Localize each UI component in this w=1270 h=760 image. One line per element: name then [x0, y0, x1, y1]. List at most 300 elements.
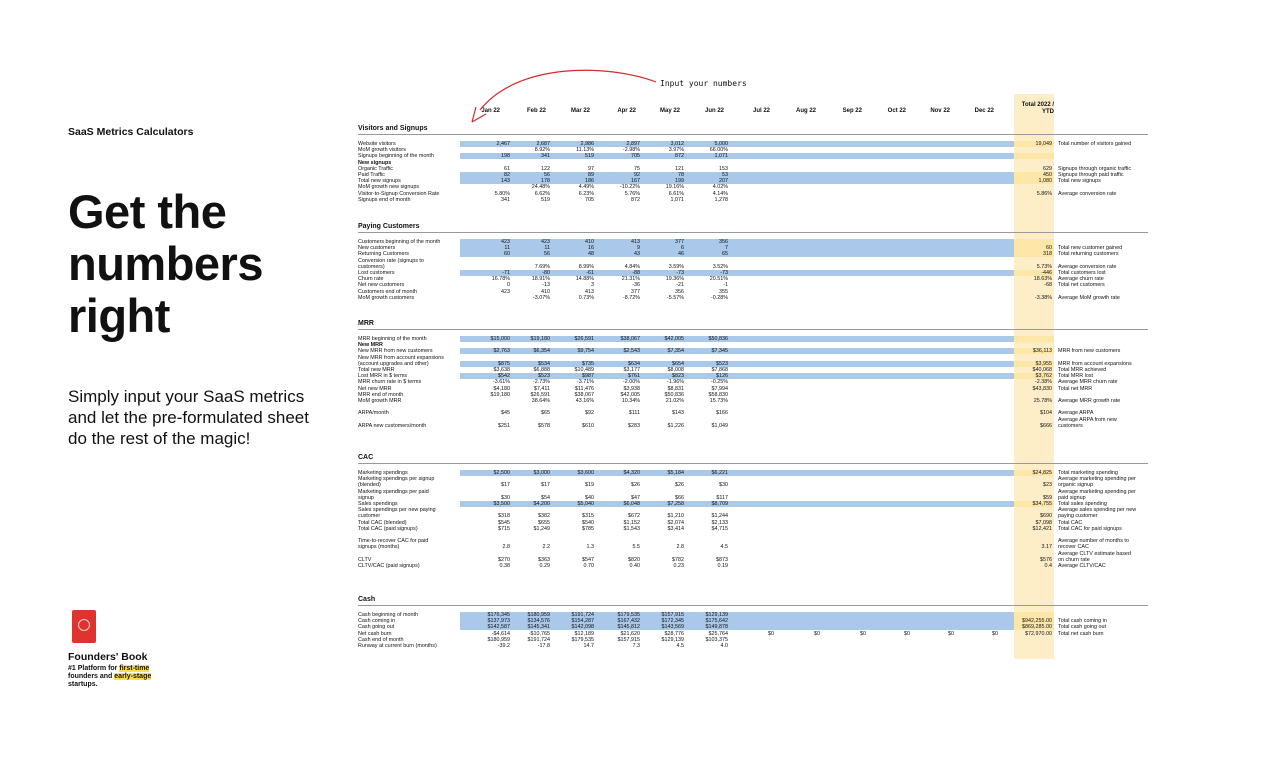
table-cell: $166: [716, 410, 728, 417]
table-cell: $11,476: [574, 385, 594, 392]
table-row: [358, 172, 1148, 178]
row-label: CLTV/CAC (paid signups): [358, 563, 420, 569]
total-cell: $36,113: [1032, 348, 1052, 355]
table-cell[interactable]: $6,354: [533, 348, 550, 355]
table-cell[interactable]: $157,915: [661, 612, 684, 618]
table-cell[interactable]: $175,642: [705, 618, 728, 625]
row-note: Average ARPA from new: [1058, 416, 1117, 423]
table-row: [358, 618, 1148, 624]
table-cell[interactable]: $38,067: [620, 336, 640, 342]
table-cell[interactable]: 199: [675, 178, 684, 185]
table-cell: 61: [504, 165, 510, 172]
table-cell: 20.51%: [709, 276, 728, 283]
table-cell[interactable]: $761: [628, 373, 640, 380]
table-cell: $820: [628, 556, 640, 563]
table-cell[interactable]: 6: [681, 245, 684, 252]
row-label: Total new MRR: [358, 367, 395, 373]
table-cell: 410: [541, 288, 550, 295]
row-label: Churn rate: [358, 276, 384, 283]
table-cell: 43.16%: [575, 398, 594, 404]
table-cell[interactable]: $534: [538, 360, 550, 367]
table-cell: 4.5: [676, 643, 684, 649]
month-header: Apr 22: [617, 108, 636, 114]
table-cell[interactable]: $180,959: [527, 612, 550, 618]
table-cell: $540: [582, 519, 594, 526]
total-cell: 5.86%: [1036, 190, 1052, 197]
row-label: Signups beginning of the month: [358, 153, 434, 160]
tagline-highlight: first-time: [119, 665, 150, 672]
headline-line: Get the: [68, 185, 227, 238]
month-header: Jun 22: [704, 108, 724, 114]
table-row: [358, 239, 1148, 245]
table-cell[interactable]: 341: [541, 153, 550, 160]
table-row: [358, 392, 1148, 398]
table-cell[interactable]: 56: [544, 172, 550, 178]
table-cell: 11.13%: [576, 147, 594, 154]
table-cell[interactable]: $3,500: [493, 501, 510, 507]
table-cell[interactable]: 7: [725, 245, 728, 252]
row-note: Signups through paid traffic: [1058, 172, 1124, 178]
table-cell[interactable]: $823: [672, 373, 684, 380]
table-cell[interactable]: 48: [588, 251, 594, 258]
tagline-part: founders and: [68, 673, 115, 680]
row-note: Total net customers: [1058, 282, 1105, 289]
table-cell[interactable]: $42,005: [664, 336, 684, 342]
month-header: Jan 22: [481, 108, 500, 114]
total-cell: 25.78%: [1033, 398, 1052, 404]
table-cell: $382: [538, 513, 550, 520]
table-cell: -3.71%: [576, 379, 594, 386]
row-note: Average MRR churn rate: [1058, 379, 1118, 386]
table-cell: 6.61%: [668, 190, 684, 197]
table-cell: 8.92%: [534, 147, 550, 154]
table-cell: 7.69%: [534, 263, 550, 270]
table-cell[interactable]: 423: [501, 239, 510, 245]
headline-line: numbers: [68, 237, 263, 290]
row-label: Cash beginning of month: [358, 612, 418, 618]
table-cell[interactable]: 356: [719, 239, 728, 245]
table-cell: $7,411: [533, 385, 550, 392]
table-cell[interactable]: $2,500: [493, 470, 510, 476]
table-cell: 0: [507, 282, 510, 289]
table-cell: $6,888: [533, 367, 550, 373]
row-label: Marketing spendings per signup: [358, 476, 435, 483]
row-note: Total cash coming in: [1058, 618, 1107, 625]
row-label: MRR churn rate in $ terms: [358, 379, 422, 386]
total-cell: $59: [1043, 494, 1052, 501]
row-label: Conversion rate (signups to: [358, 257, 424, 264]
table-cell: $0: [904, 630, 910, 637]
row-label: Sales spendings per new paying: [358, 507, 436, 514]
founders-book-logo[interactable]: [68, 610, 178, 689]
table-cell: $19: [585, 482, 594, 489]
section-title: Paying Customers: [358, 223, 420, 230]
table-cell[interactable]: $5,040: [577, 501, 594, 507]
table-cell: 355: [719, 288, 728, 295]
total-cell: 5.73%: [1036, 263, 1052, 270]
table-cell: $315: [582, 513, 594, 520]
table-cell: $4,715: [711, 525, 728, 532]
table-cell: -8.72%: [622, 294, 640, 301]
table-cell: 5.80%: [494, 190, 510, 197]
table-cell: -2.73%: [532, 379, 550, 386]
table-cell[interactable]: 92: [634, 172, 640, 178]
table-cell: $30: [501, 494, 510, 501]
section-title: MRR: [358, 320, 374, 327]
table-cell[interactable]: 5,000: [714, 141, 728, 147]
total-cell: 18.63%: [1033, 276, 1052, 283]
table-cell[interactable]: 65: [722, 251, 728, 258]
table-cell[interactable]: $875: [498, 360, 510, 367]
table-cell: $42,005: [620, 391, 640, 398]
row-label: Total new signups: [358, 178, 401, 185]
table-cell[interactable]: $19,180: [530, 336, 550, 342]
table-cell[interactable]: 410: [585, 239, 594, 245]
total-cell: 60: [1046, 245, 1052, 252]
table-cell: $1,049: [711, 422, 728, 429]
table-cell[interactable]: 3,012: [670, 141, 684, 147]
table-row: [358, 342, 1148, 348]
table-cell[interactable]: 56: [544, 251, 550, 258]
table-cell[interactable]: -71: [502, 270, 510, 276]
row-label: ARPA new customers/month: [358, 422, 427, 429]
tagline-part: startups.: [68, 681, 98, 688]
row-label: ARPA/month: [358, 410, 389, 417]
table-row: [358, 557, 1148, 563]
row-note: Total net MRR: [1058, 385, 1093, 392]
table-cell[interactable]: $154,287: [571, 618, 594, 625]
metrics-spreadsheet: [358, 0, 1148, 760]
table-cell[interactable]: -80: [542, 270, 550, 276]
table-cell[interactable]: $523: [538, 373, 550, 380]
table-cell: $19,180: [490, 391, 510, 398]
table-cell[interactable]: $8,709: [711, 501, 728, 507]
table-cell: $3,177: [623, 367, 640, 373]
table-cell: -0.28%: [710, 294, 728, 301]
table-cell: $65: [541, 410, 550, 417]
table-cell[interactable]: 2,986: [580, 141, 594, 147]
table-cell: -$4,614: [491, 630, 510, 637]
table-cell: -10.22%: [619, 184, 640, 191]
table-cell: $58,830: [708, 391, 728, 398]
row-label: Net new customers: [358, 282, 405, 289]
table-cell[interactable]: $5,184: [667, 470, 684, 476]
table-row: [358, 544, 1148, 550]
row-label: signup: [358, 494, 374, 501]
table-cell[interactable]: 705: [631, 153, 640, 160]
table-cell[interactable]: $654: [672, 360, 684, 367]
table-cell: $8,008: [667, 367, 684, 373]
table-cell: 4.5: [720, 544, 728, 551]
table-cell[interactable]: 143: [501, 178, 510, 185]
table-cell: -1: [723, 282, 728, 289]
table-row: [358, 160, 1148, 166]
table-row: [358, 501, 1148, 507]
table-cell[interactable]: $7,345: [711, 348, 728, 355]
total-cell: -3.38%: [1034, 294, 1052, 301]
table-cell[interactable]: 60: [504, 251, 510, 258]
table-cell[interactable]: 11: [544, 245, 550, 252]
table-cell[interactable]: 167: [631, 178, 640, 185]
table-cell[interactable]: $7,354: [667, 348, 684, 355]
table-cell: $28,776: [664, 630, 684, 637]
table-cell[interactable]: -88: [632, 270, 640, 276]
table-cell: $785: [582, 525, 594, 532]
row-note: recover CAC: [1058, 544, 1089, 551]
row-label: Total CAC (blended): [358, 519, 407, 526]
table-cell: $143: [672, 410, 684, 417]
table-cell[interactable]: $137,973: [487, 618, 510, 625]
table-cell: $66: [675, 494, 684, 501]
table-row: [358, 482, 1148, 488]
table-cell: -0.25%: [710, 379, 728, 386]
table-cell[interactable]: 207: [719, 178, 728, 185]
table-row: [358, 637, 1148, 643]
total-cell: 450: [1043, 172, 1052, 178]
table-cell: 4.49%: [578, 184, 594, 191]
table-cell[interactable]: 519: [585, 153, 594, 160]
table-cell: $180,959: [487, 636, 510, 643]
row-label: Lost customers: [358, 270, 395, 276]
table-cell: 14.88%: [575, 276, 594, 283]
row-note: Average sales spending per new: [1058, 507, 1137, 514]
table-cell[interactable]: 16: [588, 245, 594, 252]
table-cell: 21.02%: [665, 398, 684, 404]
row-label: MRR beginning of the month: [358, 336, 427, 342]
table-cell: $251: [498, 422, 510, 429]
row-note: Total MRR achieved: [1058, 367, 1107, 373]
table-cell[interactable]: $735: [582, 360, 594, 367]
table-cell[interactable]: $4,320: [623, 470, 640, 476]
table-cell: 0.73%: [578, 294, 594, 301]
row-label: MoM growth customers: [358, 294, 415, 301]
table-cell[interactable]: 9: [637, 245, 640, 252]
month-header: Jul 22: [752, 108, 770, 114]
table-cell[interactable]: 2,687: [536, 141, 550, 147]
table-cell: 0.29: [539, 563, 550, 569]
table-cell[interactable]: $6,221: [711, 470, 728, 476]
table-row: [358, 513, 1148, 519]
table-cell: -3.61%: [492, 379, 510, 386]
total-cell-highlight: [1014, 612, 1054, 618]
table-cell[interactable]: $542: [498, 373, 510, 380]
total-cell: $3,762: [1035, 373, 1052, 380]
table-cell: $179,535: [571, 636, 594, 643]
row-note: Average conversion rate: [1058, 190, 1117, 197]
row-label: Runway at current burn (months): [358, 643, 437, 649]
table-row: [358, 251, 1148, 257]
table-cell[interactable]: $167,432: [617, 618, 640, 625]
table-cell[interactable]: $126: [716, 373, 728, 380]
section-divider: [358, 329, 1148, 330]
table-cell: 0.19: [717, 563, 728, 569]
table-cell: $545: [498, 519, 510, 526]
table-cell[interactable]: $145,812: [617, 624, 640, 631]
table-cell: 413: [585, 288, 594, 295]
table-cell[interactable]: 53: [722, 172, 728, 178]
table-cell: 4.02%: [712, 184, 728, 191]
table-row: [358, 276, 1148, 282]
table-cell[interactable]: -73: [720, 270, 728, 276]
row-label: (blended): [358, 482, 381, 489]
total-cell: 629: [1043, 165, 1052, 172]
table-cell: -5.57%: [666, 294, 684, 301]
total-header-line: Total 2022 /: [1021, 102, 1054, 108]
table-cell: -1.96%: [666, 379, 684, 386]
row-note: Total number of visitors gained: [1058, 141, 1132, 147]
table-cell: $655: [538, 519, 550, 526]
table-cell[interactable]: 82: [504, 172, 510, 178]
table-row: [358, 476, 1148, 482]
table-cell: 19.16%: [665, 184, 684, 191]
table-row: [358, 373, 1148, 379]
table-cell: $782: [672, 556, 684, 563]
table-cell[interactable]: 46: [678, 251, 684, 258]
table-cell: $3,414: [667, 525, 684, 532]
row-label: Signups end of month: [358, 196, 411, 203]
table-cell: $270: [498, 556, 510, 563]
table-cell[interactable]: 1,071: [714, 153, 728, 160]
headline-line: right: [68, 289, 170, 342]
table-cell[interactable]: $3,600: [577, 470, 594, 476]
table-cell[interactable]: $145,341: [527, 624, 550, 631]
table-row: [358, 355, 1148, 361]
table-cell: $1,152: [623, 519, 640, 526]
table-cell[interactable]: $142,587: [487, 624, 510, 631]
table-row: [358, 264, 1148, 270]
total-cell: -68: [1044, 282, 1052, 289]
row-note: Total cash going out: [1058, 624, 1106, 631]
table-cell[interactable]: $176,345: [487, 612, 510, 618]
table-cell[interactable]: $523: [716, 360, 728, 367]
logo-name: Founders' Book: [68, 651, 148, 663]
table-cell: 8.99%: [578, 263, 594, 270]
row-label: Customers beginning of the month: [358, 239, 441, 245]
table-cell[interactable]: $143,569: [661, 624, 684, 631]
row-note: Total CAC for paid signups: [1058, 525, 1122, 532]
row-note: Average CLTV estimate based: [1058, 550, 1131, 557]
table-cell[interactable]: $149,878: [705, 624, 728, 631]
table-cell: $157,915: [617, 636, 640, 643]
total-cell: $7,098: [1035, 519, 1052, 526]
table-cell: $2,074: [667, 519, 684, 526]
row-note: paying customer: [1058, 513, 1098, 520]
table-cell[interactable]: $634: [628, 360, 640, 367]
table-cell: 341: [501, 196, 510, 203]
table-cell[interactable]: $4,200: [533, 501, 550, 507]
table-cell[interactable]: $129,139: [705, 612, 728, 618]
table-cell[interactable]: $134,576: [527, 618, 550, 625]
table-cell[interactable]: $3,000: [533, 470, 550, 476]
table-cell: 3.97%: [668, 147, 684, 154]
table-cell: 0.40: [629, 563, 640, 569]
table-cell: -$10,765: [528, 630, 550, 637]
row-label: Marketing spendings per paid: [358, 488, 429, 495]
table-cell[interactable]: $7,258: [667, 501, 684, 507]
table-cell[interactable]: 2,897: [626, 141, 640, 147]
table-cell[interactable]: 423: [541, 239, 550, 245]
table-cell: 519: [541, 196, 550, 203]
table-row: [358, 258, 1148, 264]
table-cell[interactable]: $6,048: [623, 501, 640, 507]
table-cell: 0.70: [583, 563, 594, 569]
table-cell[interactable]: $987: [582, 373, 594, 380]
total-cell: 19,049: [1035, 141, 1052, 147]
month-header: May 22: [659, 108, 680, 114]
table-row: [358, 520, 1148, 526]
section-title: Visitors and Signups: [358, 125, 428, 132]
table-cell: $3,938: [623, 385, 640, 392]
table-cell[interactable]: 872: [675, 153, 684, 160]
row-label: Customers end of month: [358, 288, 418, 295]
row-label: New MRR from account expansions: [358, 354, 444, 361]
table-cell: -39.2: [497, 643, 510, 649]
table-cell[interactable]: -61: [586, 270, 594, 276]
total-cell: $34,755: [1032, 501, 1052, 507]
table-cell[interactable]: 11: [504, 245, 510, 252]
table-cell[interactable]: 2,467: [496, 141, 510, 147]
total-cell: $12,421: [1032, 525, 1052, 532]
table-row: [358, 245, 1148, 251]
table-cell: 3: [591, 282, 594, 289]
table-cell[interactable]: 413: [631, 239, 640, 245]
table-cell: $7,868: [711, 367, 728, 373]
month-header: Feb 22: [526, 108, 546, 114]
table-cell[interactable]: $191,724: [571, 612, 594, 618]
row-label: Cash end of month: [358, 636, 404, 643]
table-cell[interactable]: 43: [634, 251, 640, 258]
table-cell: $38,067: [574, 391, 594, 398]
table-cell[interactable]: 377: [675, 239, 684, 245]
table-row: [358, 612, 1148, 618]
section-divider: [358, 232, 1148, 233]
month-header: Oct 22: [887, 108, 906, 114]
table-cell[interactable]: $15,000: [490, 336, 510, 342]
table-cell[interactable]: $26,591: [574, 336, 594, 342]
total-cell: $942,255.00: [1022, 618, 1052, 625]
brand-label: SaaS Metrics Calculators: [68, 126, 194, 138]
table-cell: $8,831: [667, 385, 684, 392]
table-cell[interactable]: $2,763: [493, 348, 510, 355]
table-cell[interactable]: $142,098: [571, 624, 594, 631]
table-cell[interactable]: 178: [541, 178, 550, 185]
table-row: [358, 538, 1148, 544]
table-cell[interactable]: 89: [588, 172, 594, 178]
total-cell: $576: [1040, 556, 1052, 563]
table-cell[interactable]: -73: [676, 270, 684, 276]
table-row: [358, 367, 1148, 373]
table-cell[interactable]: 186: [585, 178, 594, 185]
table-cell: 705: [585, 196, 594, 203]
table-cell: 2.8: [502, 544, 510, 551]
row-label: Visitor-to-Signup Conversion Rate: [358, 190, 440, 197]
table-cell[interactable]: $172,345: [661, 618, 684, 625]
table-cell[interactable]: $2,543: [623, 348, 640, 355]
table-cell[interactable]: 198: [501, 153, 510, 160]
table-cell[interactable]: $9,754: [577, 348, 594, 355]
row-note: Total MRR lost: [1058, 373, 1094, 380]
table-cell[interactable]: $179,535: [617, 612, 640, 618]
table-cell[interactable]: 78: [678, 172, 684, 178]
table-cell: $103,375: [705, 636, 728, 643]
table-cell[interactable]: $50,836: [708, 336, 728, 342]
row-note: Total CAC: [1058, 519, 1083, 526]
total-cell: 318: [1043, 251, 1052, 258]
table-cell: 16.78%: [491, 276, 510, 283]
row-label: New MRR: [358, 342, 383, 349]
table-cell: -13: [542, 282, 550, 289]
row-note: Average ARPA: [1058, 410, 1094, 417]
